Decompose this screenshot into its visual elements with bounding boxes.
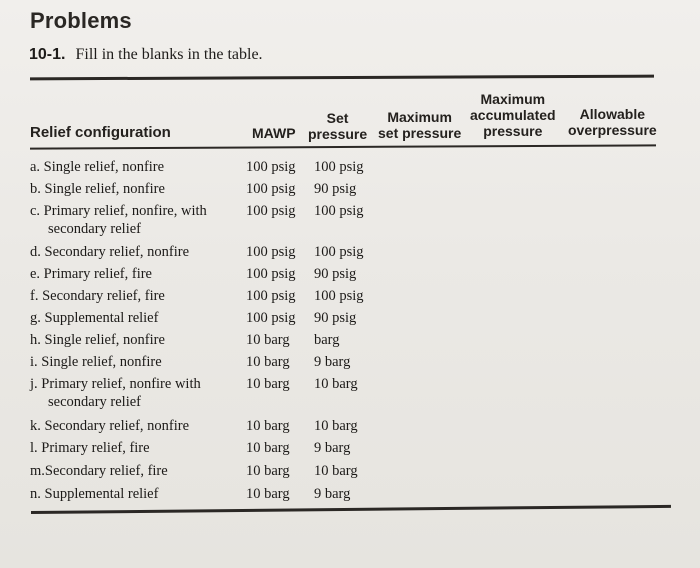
header-maximum-set-pressure <box>378 109 461 141</box>
row-mawp: 100 psig <box>246 203 296 219</box>
row-set-pressure: 90 psig <box>314 181 357 197</box>
header-relief-configuration: Relief configuration <box>30 124 171 141</box>
header-allow-line2: overpressure <box>568 122 657 138</box>
header-maxset-line1: Maximum <box>387 109 452 125</box>
row-set-pressure: 10 barg <box>314 376 358 392</box>
row-mawp: 10 barg <box>246 332 290 348</box>
row-label: c. Primary relief, nonfire, with <box>30 203 207 219</box>
table-top-rule <box>30 75 654 81</box>
row-mawp: 10 barg <box>246 418 290 434</box>
row-set-pressure: 100 psig <box>314 159 364 175</box>
row-mawp: 10 barg <box>246 376 290 392</box>
row-mawp: 100 psig <box>246 181 296 197</box>
header-accum-line1: Maximum <box>480 91 546 107</box>
row-mawp: 10 barg <box>246 486 290 502</box>
row-label: f. Secondary relief, fire <box>30 288 165 304</box>
row-label: a. Single relief, nonfire <box>30 159 165 175</box>
row-mawp: 10 barg <box>246 354 290 370</box>
row-label: b. Single relief, nonfire <box>30 181 165 197</box>
row-mawp: 100 psig <box>246 159 296 175</box>
header-maxset-line2: set pressure <box>378 125 462 141</box>
row-mawp: 100 psig <box>246 244 296 260</box>
row-label: g. Supplemental relief <box>30 310 159 326</box>
row-set-pressure: 90 psig <box>314 310 357 326</box>
header-maximum-accumulated-pressure <box>470 91 556 139</box>
row-label: j. Primary relief, nonfire with <box>30 376 201 392</box>
header-mawp: MAWP <box>252 125 296 141</box>
row-label: k. Secondary relief, nonfire <box>30 418 190 434</box>
header-allow-line1: Allowable <box>579 106 646 122</box>
row-set-pressure: 10 barg <box>314 463 358 479</box>
section-heading: Problems <box>30 8 132 33</box>
row-mawp: 100 psig <box>246 288 296 304</box>
header-set-pressure <box>308 110 367 142</box>
row-set-pressure: 90 psig <box>314 266 357 282</box>
row-mawp: 10 barg <box>246 440 290 456</box>
row-set-pressure: 10 barg <box>314 418 358 434</box>
row-set-pressure: barg <box>314 332 340 348</box>
row-label: n. Supplemental relief <box>30 486 159 502</box>
row-set-pressure: 100 psig <box>314 244 364 260</box>
row-mawp: 100 psig <box>246 310 296 326</box>
row-label-continuation: secondary relief <box>48 394 141 410</box>
table-header-rule <box>30 144 656 149</box>
row-label: l. Primary relief, fire <box>30 440 150 456</box>
row-mawp: 10 barg <box>246 463 290 479</box>
row-label: m.Secondary relief, fire <box>30 463 168 479</box>
row-mawp: 100 psig <box>246 266 296 282</box>
row-set-pressure: 9 barg <box>314 440 351 456</box>
row-label: i. Single relief, nonfire <box>30 354 162 370</box>
row-set-pressure: 100 psig <box>314 203 364 219</box>
problem-text: Fill in the blanks in the table. <box>75 46 263 63</box>
header-set-line2: pressure <box>308 126 368 142</box>
problem-number: 10-1. <box>29 46 66 63</box>
header-accum-line2: accumulated <box>470 107 556 123</box>
row-label-continuation: secondary relief <box>48 221 141 237</box>
row-label: e. Primary relief, fire <box>30 266 152 282</box>
row-label: h. Single relief, nonfire <box>30 332 165 348</box>
row-set-pressure: 9 barg <box>314 486 351 502</box>
table-bottom-rule <box>31 505 671 514</box>
row-set-pressure: 100 psig <box>314 288 364 304</box>
problem-statement <box>29 46 263 64</box>
header-allowable-overpressure <box>568 106 657 138</box>
row-set-pressure: 9 barg <box>314 354 351 370</box>
header-accum-line3: pressure <box>483 123 543 139</box>
row-label: d. Secondary relief, nonfire <box>30 244 190 260</box>
header-set-line1: Set <box>326 110 349 126</box>
